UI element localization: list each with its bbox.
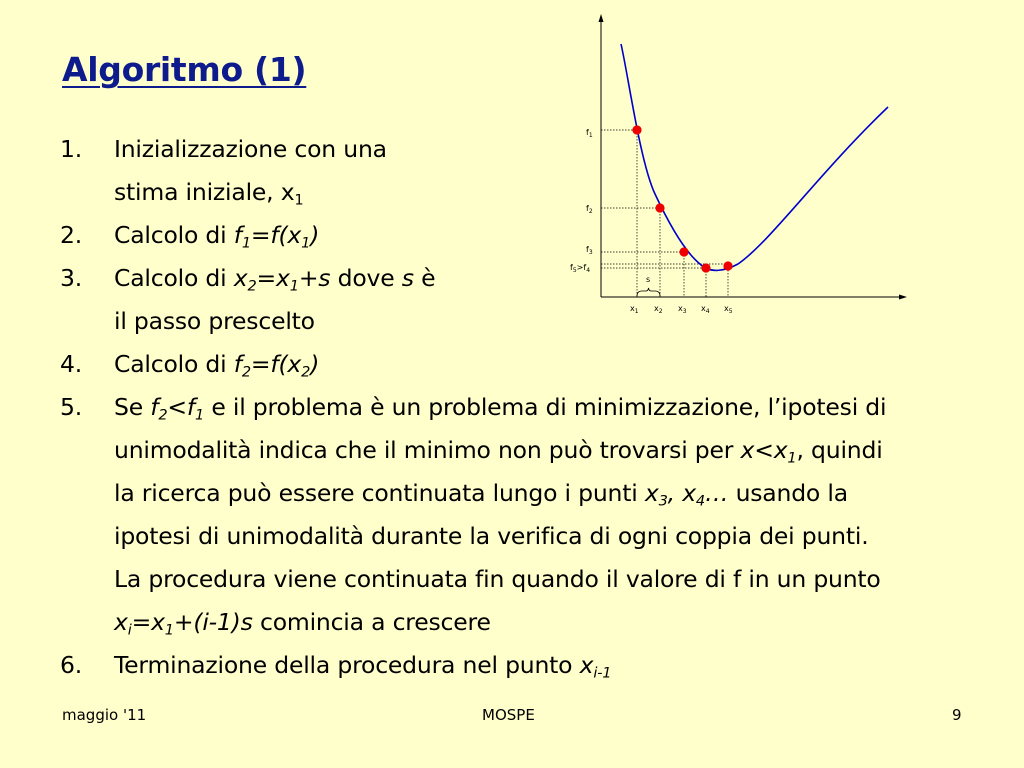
point-x2 [655,203,664,212]
item-number: 2. [60,221,83,249]
label-f1: $f_1$ [586,128,593,139]
item-text: unimodalità indica che il minimo non può trovarsi per $x<x_1$, quindi [114,436,883,467]
point-x3 [679,247,688,256]
label-step-s: s [646,275,651,284]
label-x4: $x_4$ [701,304,710,315]
label-f5-gt-f4: $f_5>f_4$ [570,263,591,274]
item-text: $x_i=x_1+(i-1)s$ comincia a crescere [114,608,491,639]
item-number: 5. [60,393,83,421]
item-number: 3. [60,264,83,292]
item-text: Se $f_2<f_1$ e il problema è un problema di minimizzazione, l’ipotesi di [114,393,887,424]
item-text: La procedura viene continuata fin quando il valore di f in un punto [114,565,881,593]
footer-page-number: 9 [952,706,962,724]
item-number: 1. [60,135,83,163]
y-axis-arrow [599,14,604,22]
item-text: la ricerca può essere continuata lungo i punti $x_3$, $x_4\dots$ usando la [114,479,848,510]
slide-title: Algoritmo (1) [62,50,307,89]
label-x1: $x_1$ [630,304,639,315]
point-x4 [701,263,710,272]
item-text: Calcolo di $f_1=f(x_1)$ [114,221,320,252]
item-text: stima iniziale, $x_1$ [114,178,304,209]
item-text: Terminazione della procedura nel punto $x_{i-1}$ [114,651,612,682]
label-x2: $x_2$ [654,304,663,315]
item-number: 6. [60,651,83,679]
step-brace [637,288,660,296]
item-text: Calcolo di $f_2=f(x_2)$ [114,350,320,381]
label-f2: $f_2$ [586,204,593,215]
label-f3: $f_3$ [586,245,593,256]
function-curve [621,44,888,270]
item-text: ipotesi di unimodalità durante la verifica di ogni coppia dei punti. [114,522,869,550]
footer-course: MOSPE [482,706,535,724]
item-text: Calcolo di $x_2=x_1+s$ dove s è [114,264,436,295]
item-number: 4. [60,350,83,378]
point-x1 [632,125,641,134]
footer-date: maggio '11 [62,706,147,724]
label-x3: $x_3$ [678,304,687,315]
point-x5 [723,261,732,270]
unimodal-function-figure [560,12,910,322]
item-text: Inizializzazione con una [114,135,387,163]
item-text: il passo prescelto [114,307,315,335]
label-x5: $x_5$ [724,304,733,315]
x-axis-arrow [899,295,907,300]
